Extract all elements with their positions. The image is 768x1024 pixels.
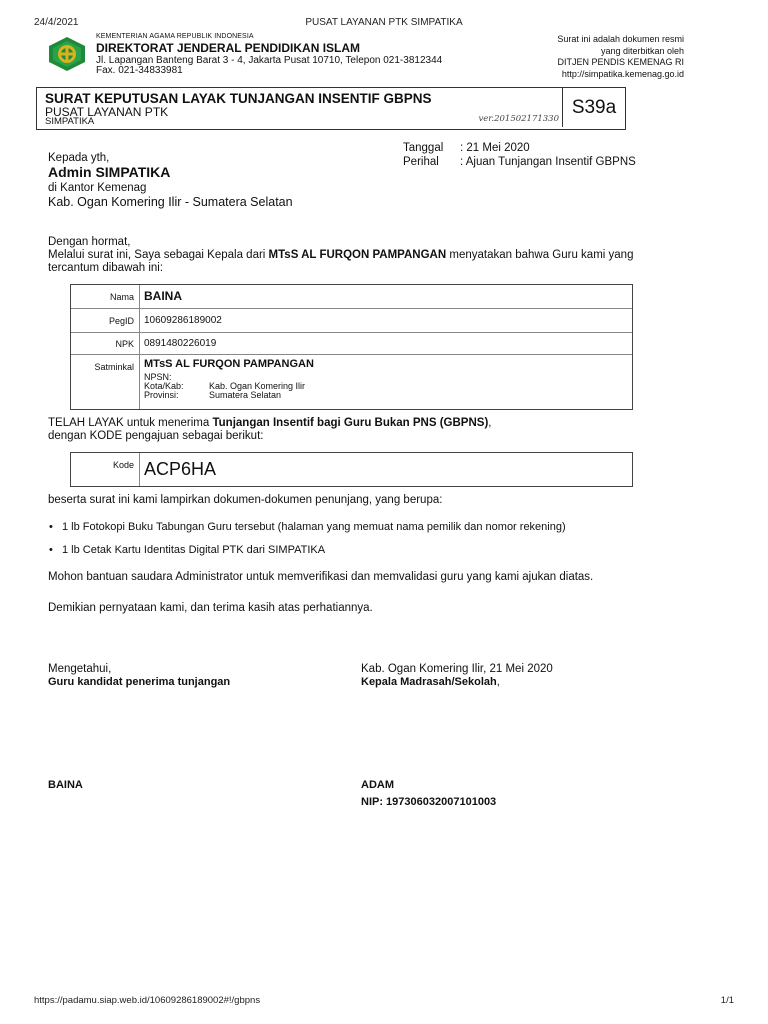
print-page-number: 1/1: [720, 995, 734, 1006]
nama-value: BAINA: [144, 289, 182, 303]
attachments-intro: beserta surat ini kami lampirkan dokumen-dokumen penunjang, yang berupa:: [48, 494, 443, 506]
table-row: [71, 333, 632, 355]
intro-text-b: menyatakan bahwa Guru kami yang: [446, 249, 634, 261]
eligibility-line-2: dengan KODE pengajuan sebagai berikut:: [48, 430, 264, 442]
directorate-name: DIREKTORAT JENDERAL PENDIDIKAN ISLAM: [96, 41, 361, 55]
print-url: https://padamu.siap.web.id/10609286189002#!/gbpns: [34, 995, 261, 1006]
notice-url: http://simpatika.kemenag.go.id: [561, 68, 684, 79]
school-name: MTsS AL FURQON PAMPANGAN: [268, 249, 447, 261]
left-sign-role: Guru kandidat penerima tunjangan: [48, 676, 231, 688]
table-row: [71, 309, 632, 333]
ministry-name: KEMENTERIAN AGAMA REPUBLIK INDONESIA: [96, 33, 254, 40]
code-label: Kode: [112, 460, 134, 470]
print-title: PUSAT LAYANAN PTK SIMPATIKA: [305, 17, 463, 28]
right-sign-role: Kepala Madrasah/Sekolah: [361, 676, 497, 688]
right-sign-role-suffix: ,: [496, 676, 500, 688]
right-sign-nip: NIP: 197306032007101003: [361, 796, 497, 808]
left-sign-label: Mengetahui,: [48, 663, 112, 675]
kemenag-logo-icon: [47, 36, 87, 72]
attachment-item-1: • 1 lb Fotokopi Buku Tabungan Guru tersebut (halaman yang memuat nama pemilik dan nomor rekening): [62, 521, 566, 533]
npk-label: NPK: [115, 339, 134, 349]
document-title: SURAT KEPUTUSAN LAYAK TUNJANGAN INSENTIF GBPNS: [45, 91, 432, 106]
pegid-label: PegID: [108, 316, 134, 326]
date-value: : 21 Mei 2020: [460, 142, 530, 154]
table-separator: [139, 453, 140, 486]
satminkal-value: MTsS AL FURQON PAMPANGAN: [144, 358, 314, 370]
kota-label: Kota/Kab:: [144, 381, 184, 391]
npsn-label: NPSN:: [144, 372, 172, 382]
table-row: [71, 355, 632, 408]
intro-text-a: Melalui surat ini, Saya sebagai Kepala dari: [48, 249, 269, 261]
notice-line-2: yang diterbitkan oleh: [600, 45, 684, 56]
document-subtitle: PUSAT LAYANAN PTK: [45, 105, 169, 119]
eligibility-text-a: TELAH LAYAK untuk menerima: [48, 417, 213, 429]
provinsi-label: Provinsi:: [144, 390, 179, 400]
eligibility-line-1: [48, 417, 492, 429]
closing-thanks: Demikian pernyataan kami, dan terima kasih atas perhatiannya.: [48, 602, 373, 614]
teacher-table: [70, 284, 633, 410]
attachment-item-2: • 1 lb Cetak Kartu Identitas Digital PTK dari SIMPATIKA: [62, 544, 325, 556]
recipient-name: Admin SIMPATIKA: [48, 164, 171, 180]
pegid-value: 10609286189002: [144, 315, 222, 326]
salutation: Dengan hormat,: [48, 236, 131, 248]
closing-request: Mohon bantuan saudara Administrator untuk memverifikasi dan memvalidasi guru yang kami ajukan diatas.: [48, 571, 594, 583]
right-sign-role-wrap: [361, 676, 500, 688]
official-notice: [557, 34, 684, 80]
code-table: [70, 452, 633, 487]
institution-address: Jl. Lapangan Banteng Barat 3 - 4, Jakarta Pusat 10710, Telepon 021-3812344: [96, 55, 443, 66]
intro-line-1: [48, 249, 633, 261]
recipient-office: di Kantor Kemenag: [48, 182, 147, 194]
provinsi-value: Sumatera Selatan: [209, 390, 282, 400]
document-version: ver.201502171330: [478, 114, 559, 124]
print-date: 24/4/2021: [34, 17, 79, 28]
left-sign-name: BAINA: [48, 779, 83, 791]
subject-label: Perihal: [403, 156, 439, 168]
code-value: ACP6HA: [144, 459, 217, 479]
allowance-name: Tunjangan Insentif bagi Guru Bukan PNS (GBPNS): [212, 417, 489, 429]
table-row: [71, 285, 632, 309]
subject-value: : Ajuan Tunjangan Insentif GBPNS: [460, 156, 636, 168]
document-subtitle-2: SIMPATIKA: [45, 116, 95, 127]
notice-line-3: DITJEN PENDIS KEMENAG RI: [557, 57, 684, 67]
right-sign-name: ADAM: [361, 779, 394, 791]
document-title-box: [36, 87, 626, 130]
nama-label: Nama: [109, 292, 134, 302]
institution-fax: Fax. 021-34833981: [96, 65, 183, 76]
right-place-date: Kab. Ogan Komering Ilir, 21 Mei 2020: [361, 663, 553, 675]
satminkal-label: Satminkal: [94, 362, 134, 372]
eligibility-text-b: ,: [488, 417, 492, 429]
kota-value: Kab. Ogan Komering Ilir: [209, 381, 306, 391]
date-label: Tanggal: [403, 142, 444, 154]
recipient-greeting: Kepada yth,: [48, 152, 110, 164]
notice-line-1: Surat ini adalah dokumen resmi: [557, 34, 684, 44]
intro-line-2: tercantum dibawah ini:: [48, 262, 164, 274]
recipient-region: Kab. Ogan Komering Ilir - Sumatera Selatan: [48, 195, 293, 209]
npk-value: 0891480226019: [144, 338, 217, 349]
document-code: S39a: [562, 88, 625, 127]
